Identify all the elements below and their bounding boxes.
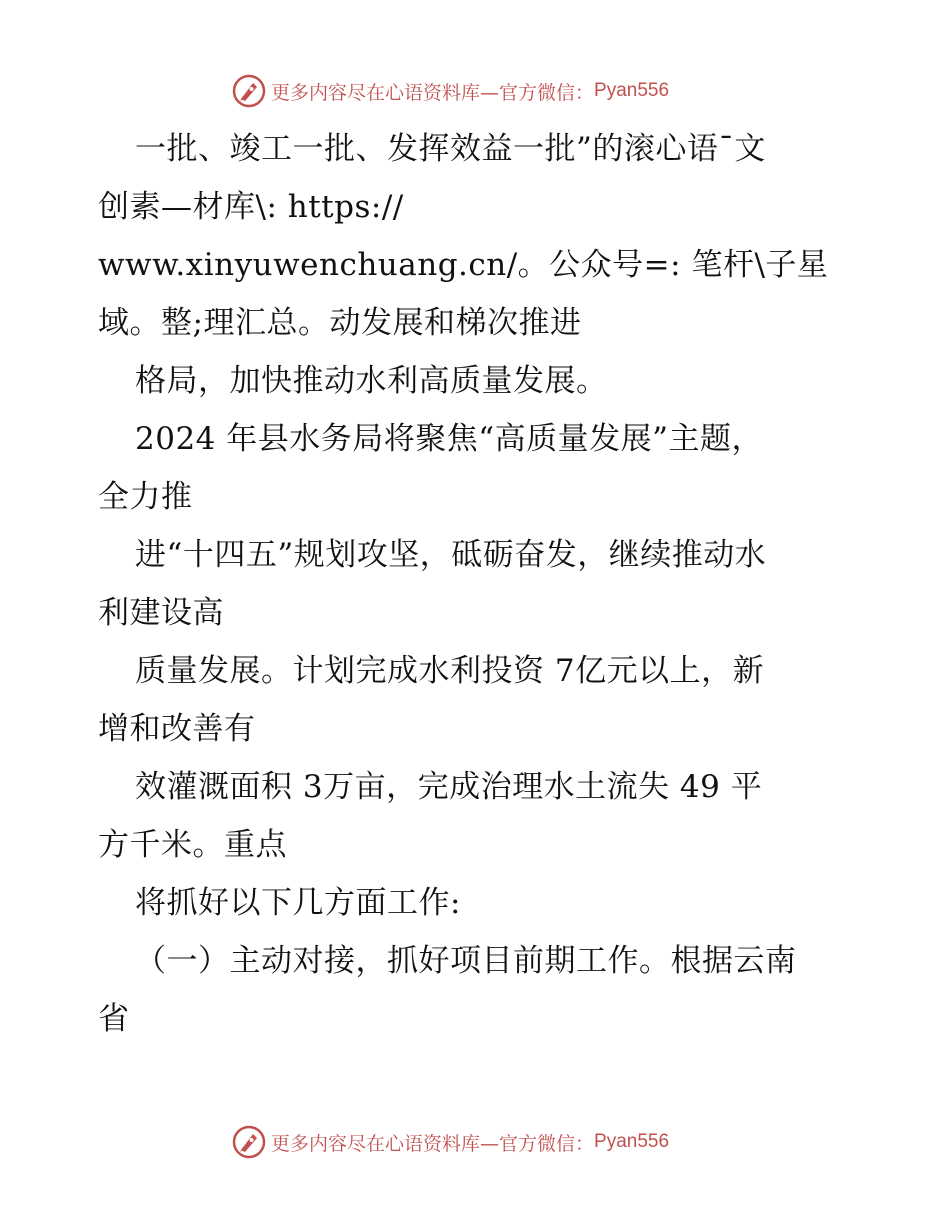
banner-text: 更多内容尽在心语资料库—官方微信： xyxy=(271,1132,595,1155)
text-line: 质量发展。计划完成水利投资 7亿元以上，新 xyxy=(135,653,765,689)
footer-watermark-banner xyxy=(232,1122,669,1162)
text-line: 格局，加快推动水利高质量发展。 xyxy=(135,363,608,399)
text-line: 将抓好以下几方面工作: xyxy=(135,885,461,921)
text-line: 进“十四五”规划攻坚，砥砺奋发，继续推动水 xyxy=(135,537,767,573)
text-line: 全力推 xyxy=(98,479,193,515)
text-line: 省 xyxy=(98,1001,130,1037)
text-line: 域。整;理汇总。动发展和梯次推进 xyxy=(98,305,582,341)
pen-nib-logo-icon xyxy=(232,1125,266,1159)
banner-text: 更多内容尽在心语资料库—官方微信： xyxy=(271,81,595,104)
text-line: 方千米。重点 xyxy=(98,827,287,863)
text-line: 创素—材库\: https:// xyxy=(98,189,404,225)
text-line: www.xinyuwenchuang.cn/。公众号=: 笔杆\子星 xyxy=(98,247,829,283)
text-line: 2024 年县水务局将聚焦“高质量发展”主题， xyxy=(135,421,763,457)
pen-nib-logo-icon xyxy=(232,74,266,108)
text-line: 利建设高 xyxy=(98,595,224,631)
banner-handle: Pyan556 xyxy=(594,1131,670,1152)
text-line: （一）主动对接，抓好项目前期工作。根据云南 xyxy=(135,943,797,979)
banner-handle: Pyan556 xyxy=(594,80,670,101)
text-line: 一批、竣工一批、发挥效益一批”的滚心语¯文 xyxy=(135,131,766,167)
text-line: 效灌溉面积 3万亩，完成治理水土流失 49 平 xyxy=(135,769,763,805)
text-line: 增和改善有 xyxy=(98,711,256,747)
header-watermark-banner xyxy=(232,71,669,111)
